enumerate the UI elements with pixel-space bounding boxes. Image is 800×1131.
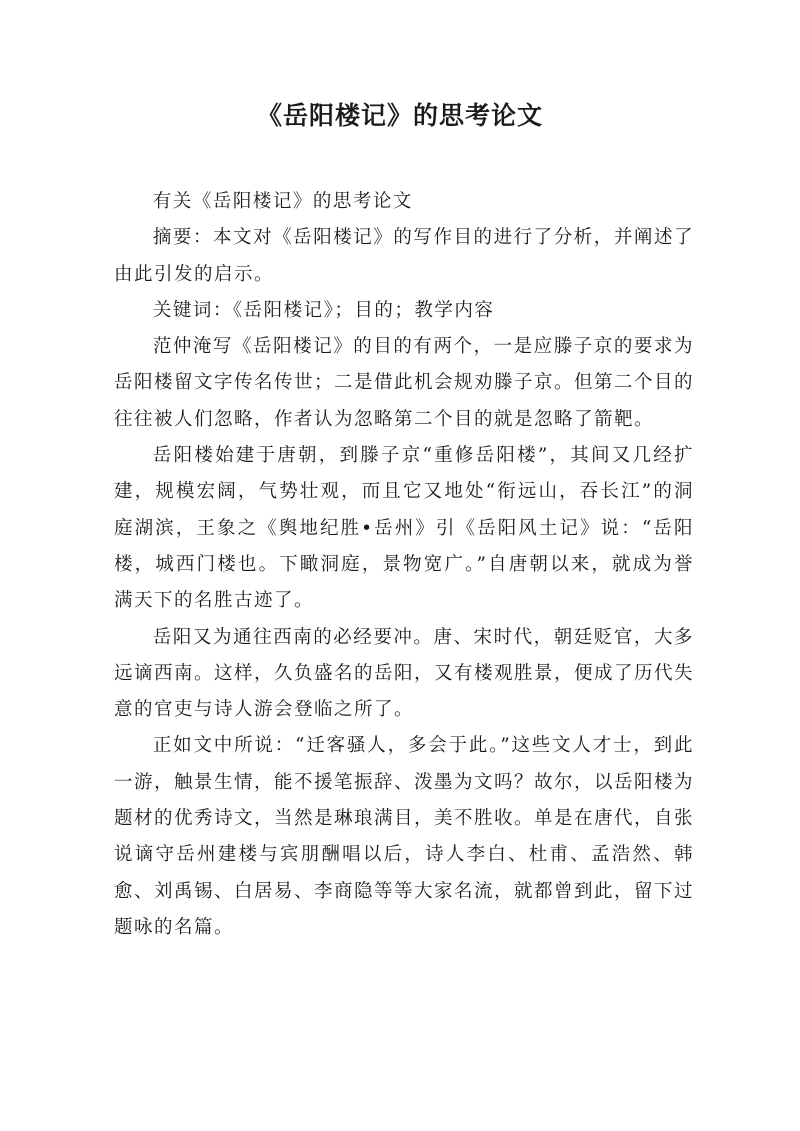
paragraph-abstract: 摘要：本文对《岳阳楼记》的写作目的进行了分析，并阐述了由此引发的启示。 bbox=[114, 227, 694, 285]
paragraph-body: 岳阳楼始建于唐朝，到滕子京“重修岳阳楼”，其间又几经扩建，规模宏阔，气势壮观，而且它又地处“衔远山，吞长江”的洞庭湖滨，王象之《舆地纪胜•岳州》引《岳阳风土记》说：“岳阳楼，城西门楼也。下瞰洞庭，景物宽广。”自唐朝以来，就成为誉满天下的名胜古迹了。 bbox=[114, 445, 694, 612]
paragraph-subtitle: 有关《岳阳楼记》的思考论文 bbox=[152, 191, 413, 212]
paragraph-body: 岳阳又为通往西南的必经要冲。唐、宋时代，朝廷贬官，大多远谪西南。这样，久负盛名的岳阳，又有楼观胜景，便成了历代失意的官吏与诗人游会登临之所了。 bbox=[114, 626, 695, 721]
paragraph-body: 正如文中所说：“迁客骚人，多会于此。”这些文人才士，到此一游，触景生情，能不援笔振辞、泼墨为文吗？故尔，以岳阳楼为题材的优秀诗文，当然是琳琅满目，美不胜收。单是在唐代，自张说谪守岳州建楼与宾朋酬唱以后，诗人李白、杜甫、孟浩然、韩愈、刘禹锡、白居易、李商隐等等大家名流，就都曾到此，留下过题咏的名篇。 bbox=[114, 735, 695, 938]
paragraph-keywords: 关键词：《岳阳楼记》；目的；教学内容 bbox=[152, 299, 495, 321]
paragraph-body: 范仲淹写《岳阳楼记》的目的有两个，一是应滕子京的要求为岳阳楼留文字传名传世；二是借此机会规劝滕子京。但第二个目的往往被人们忽略，作者认为忽略第二个目的就是忽略了箭靶。 bbox=[114, 336, 695, 430]
document-body bbox=[114, 184, 694, 946]
page-title: 《岳阳楼记》的思考论文 bbox=[256, 101, 543, 130]
